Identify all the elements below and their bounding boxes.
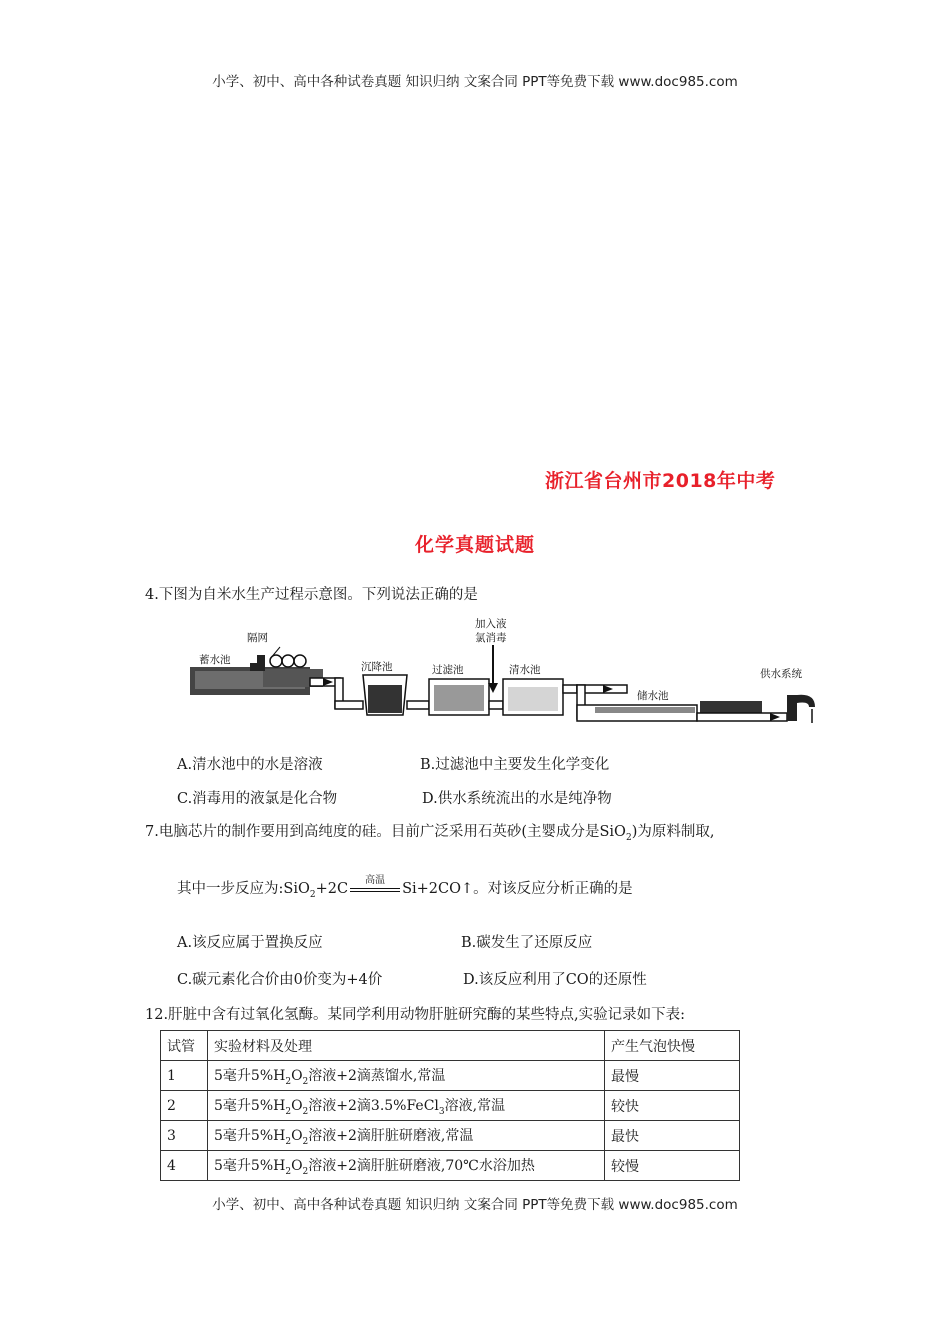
table-cell: 4 xyxy=(161,1151,208,1181)
table-row xyxy=(161,1121,740,1151)
table-cell: 1 xyxy=(161,1061,208,1091)
experiment-table xyxy=(160,1030,740,1181)
table-header: 产生气泡快慢 xyxy=(605,1031,740,1061)
table-cell: 5毫升$5\%H_2O_2$溶液+2滴肝脏研磨液,70℃水浴加热 xyxy=(208,1151,605,1181)
table-cell: 最快 xyxy=(605,1121,740,1151)
question-7-stem xyxy=(145,820,714,843)
table-cell: 5毫升$5\%H_2O_2$溶液+2滴3.5%FeCl$_3$溶液,常温 xyxy=(208,1091,605,1121)
eq-sub: 2 xyxy=(309,889,316,900)
label-filter: 过滤池 xyxy=(432,664,464,676)
label-clear-pool: 清水池 xyxy=(509,664,541,676)
label-screen: 隔网 xyxy=(247,632,268,644)
exam-title: 浙江省台州市2018年中考 xyxy=(545,470,776,492)
q4-option-d: D.供水系统流出的水是纯净物 xyxy=(422,791,612,807)
table-row xyxy=(161,1091,740,1121)
q4-option-b: B.过滤池中主要发生化学变化 xyxy=(420,757,610,773)
question-4-stem: 4.下图为自米水生产过程示意图。下列说法正确的是 xyxy=(145,587,478,603)
table-header: 实验材料及处理 xyxy=(208,1031,605,1061)
q7-option-b: B.碳发生了还原反应 xyxy=(461,935,593,951)
table-cell: 较快 xyxy=(605,1091,740,1121)
q7-option-a: A.该反应属于置换反应 xyxy=(177,935,323,951)
label-supply: 供水系统 xyxy=(760,668,802,680)
table-header-row xyxy=(161,1031,740,1061)
question-12-stem: 12.肝脏中含有过氧化氢酶。某同学利用动物肝脏研究酶的某些特点,实验记录如下表: xyxy=(145,1007,686,1023)
eq-condition: 高温 xyxy=(365,875,386,886)
label-chlorine-2: 氯消毒 xyxy=(475,632,507,644)
q7-option-d: D.该反应利用了CO的还原性 xyxy=(463,972,647,988)
reaction-condition xyxy=(350,875,400,893)
q7-stem-text-b: )为原料制取, xyxy=(631,824,715,840)
label-chlorine-1: 加入液 xyxy=(475,618,507,630)
table-cell: 2 xyxy=(161,1091,208,1121)
table-cell: 5毫升$5\%H_2O_2$溶液+2滴肝脏研磨液,常温 xyxy=(208,1121,605,1151)
label-storage: 储水池 xyxy=(637,690,669,702)
table-header: 试管 xyxy=(161,1031,208,1061)
faucet-icon xyxy=(787,695,797,721)
page-header: 小学、初中、高中各种试卷真题 知识归纳 文案合同 PPT等免费下载 www.doc985.com xyxy=(212,74,738,90)
table-row xyxy=(161,1061,740,1091)
question-7-equation xyxy=(177,877,633,900)
page-footer: 小学、初中、高中各种试卷真题 知识归纳 文案合同 PPT等免费下载 www.doc985.com xyxy=(212,1197,738,1213)
exam-subtitle: 化学真题试题 xyxy=(414,534,535,556)
q4-option-c: C.消毒用的液氯是化合物 xyxy=(177,791,338,807)
q7-stem-sub: 2 xyxy=(625,832,632,843)
eq-suffix: Si+2CO↑。对该反应分析正确的是 xyxy=(402,881,633,897)
q7-stem-text-a: 7.电脑芯片的制作要用到高纯度的硅。目前广泛采用石英砂(主婴成分是SiO xyxy=(145,824,626,840)
table-row xyxy=(161,1151,740,1181)
table-cell: 3 xyxy=(161,1121,208,1151)
q4-option-a: A.清水池中的水是溶液 xyxy=(177,757,323,773)
table-cell: 5毫升$5\%H_2O_2$溶液+2滴蒸馏水,常温 xyxy=(208,1061,605,1091)
q7-option-c: C.碳元素化合价由0价变为+4价 xyxy=(177,972,383,988)
table-cell: 最慢 xyxy=(605,1061,740,1091)
table-cell: 较慢 xyxy=(605,1151,740,1181)
label-sedimentation: 沉降池 xyxy=(361,661,393,673)
water-treatment-diagram xyxy=(185,615,830,730)
eq-prefix: 其中一步反应为:SiO xyxy=(177,881,310,897)
label-reservoir: 蓄水池 xyxy=(199,654,231,666)
eq-mid: +2C xyxy=(315,881,349,897)
